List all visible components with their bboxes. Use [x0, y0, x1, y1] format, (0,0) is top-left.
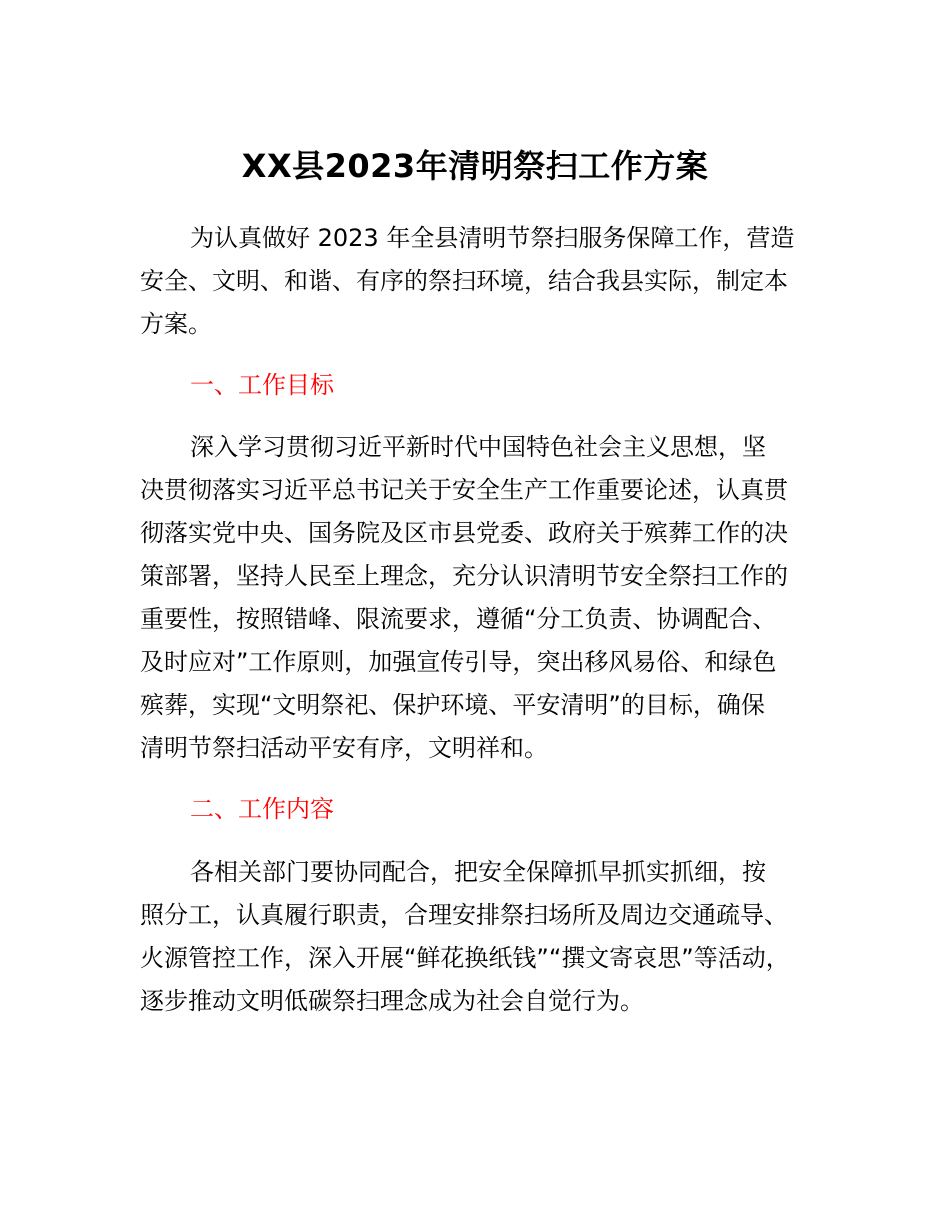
- section1-line-4: 策部署，坚持人民至上理念，充分认识清明节安全祭扫工作的: [140, 562, 788, 590]
- section1-line-3: 彻落实党中央、国务院及区市县党委、政府关于殡葬工作的决: [140, 519, 788, 547]
- section1-line-2: 决贯彻落实习近平总书记关于安全生产工作重要论述，认真贯: [140, 476, 788, 504]
- section2-line-3: 火源管控工作，深入开展“鲜花换纸钱”“撰文寄哀思”等活动，: [140, 944, 790, 972]
- section1-line-7: 殡葬，实现“文明祭祀、保护环境、平安清明”的目标，确保: [140, 691, 765, 719]
- section1-line-1: 深入学习贯彻习近平新时代中国特色社会主义思想，坚: [190, 433, 766, 461]
- section2-heading: 二、工作内容: [190, 795, 334, 823]
- intro-line-2: 安全、文明、和谐、有序的祭扫环境，结合我县实际，制定本: [140, 267, 788, 295]
- section1-line-6: 及时应对”工作原则，加强宣传引导，突出移风易俗、和绿色: [140, 648, 777, 676]
- section1-line-5: 重要性，按照错峰、限流要求，遵循“分工负责、协调配合、: [140, 605, 777, 633]
- intro-line-3: 方案。: [140, 310, 212, 338]
- intro-line-1: 为认真做好 2023 年全县清明节祭扫服务保障工作，营造: [190, 224, 795, 252]
- section1-heading: 一、工作目标: [190, 371, 334, 399]
- section2-line-4: 逐步推动文明低碳祭扫理念成为社会自觉行为。: [140, 987, 644, 1015]
- section1-line-8: 清明节祭扫活动平安有序，文明祥和。: [140, 734, 548, 762]
- document-title: XX县2023年清明祭扫工作方案: [241, 147, 709, 185]
- section2-line-2: 照分工，认真履行职责，合理安排祭扫场所及周边交通疏导、: [140, 901, 788, 929]
- section2-line-1: 各相关部门要协同配合，把安全保障抓早抓实抓细，按: [190, 858, 766, 886]
